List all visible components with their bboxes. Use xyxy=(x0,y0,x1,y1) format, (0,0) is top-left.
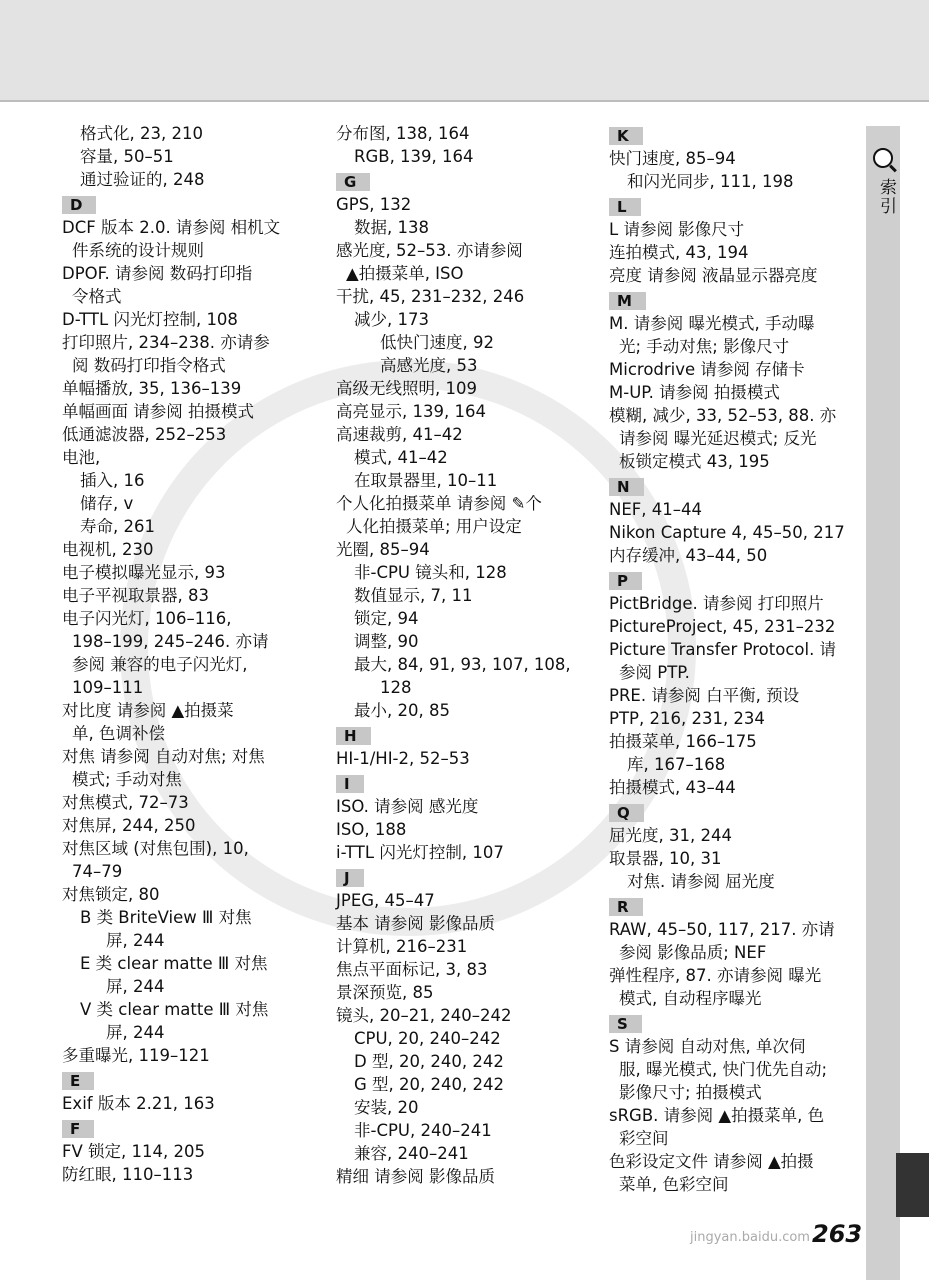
index-entry: S 请参阅 自动对焦, 单次伺 xyxy=(609,1037,806,1056)
index-entry: 取景器, 10, 31 xyxy=(609,849,722,868)
index-entry: 高速裁剪, 41–42 xyxy=(336,425,463,444)
index-entry: 景深预览, 85 xyxy=(336,983,434,1002)
index-entry: ISO, 188 xyxy=(336,820,407,839)
index-entry: Nikon Capture 4, 45–50, 217 xyxy=(609,523,845,542)
index-entry: 参阅 PTP. xyxy=(619,663,690,682)
index-entry: 寿命, 261 xyxy=(80,517,155,536)
letter-header: R xyxy=(609,898,643,916)
index-entry: 对焦区域 (对焦包围), 10, xyxy=(62,839,249,858)
index-entry: 光; 手动对焦; 影像尺寸 xyxy=(619,337,790,356)
index-entry: 电子平视取景器, 83 xyxy=(62,586,209,605)
index-entry: 对焦 请参阅 自动对焦; 对焦 xyxy=(62,747,265,766)
index-entry: L 请参阅 影像尺寸 xyxy=(609,220,745,239)
index-entry: 锁定, 94 xyxy=(354,609,419,628)
index-entry: DPOF. 请参阅 数码打印指 xyxy=(62,264,253,283)
index-entry: 令格式 xyxy=(72,287,122,306)
index-entry: 阅 数码打印指令格式 xyxy=(72,356,226,375)
page-number: 263 xyxy=(812,1220,863,1248)
index-entry: RAW, 45–50, 117, 217. 亦请 xyxy=(609,920,835,939)
index-entry: 减少, 173 xyxy=(354,310,429,329)
index-entry: GPS, 132 xyxy=(336,195,412,214)
index-entry: 人化拍摄菜单; 用户设定 xyxy=(346,517,522,536)
index-entry: 镜头, 20–21, 240–242 xyxy=(336,1006,512,1025)
index-entry: 对焦锁定, 80 xyxy=(62,885,160,904)
index-entry: 内存缓冲, 43–44, 50 xyxy=(609,546,768,565)
letter-header-wrap xyxy=(62,1115,312,1140)
letter-header: N xyxy=(609,478,644,496)
index-entry: 模式, 自动程序曝光 xyxy=(619,989,762,1008)
index-entry: 对焦屏, 244, 250 xyxy=(62,816,196,835)
index-entry: 拍摄模式, 43–44 xyxy=(609,778,736,797)
index-entry: 服, 曝光模式, 快门优先自动; xyxy=(619,1060,828,1079)
index-entry: 对焦. 请参阅 屈光度 xyxy=(627,872,775,891)
index-entry: 电视机, 230 xyxy=(62,540,154,559)
index-entry: 计算机, 216–231 xyxy=(336,937,468,956)
index-entry: 屈光度, 31, 244 xyxy=(609,826,732,845)
index-entry: 74–79 xyxy=(72,862,123,881)
index-entry: FV 锁定, 114, 205 xyxy=(62,1142,205,1161)
index-entry: G 型, 20, 240, 242 xyxy=(354,1075,504,1094)
index-entry: 焦点平面标记, 3, 83 xyxy=(336,960,488,979)
index-entry: 安装, 20 xyxy=(354,1098,419,1117)
letter-header: J xyxy=(336,869,364,887)
letter-header: M xyxy=(609,292,646,310)
index-entry: 拍摄菜单, 166–175 xyxy=(609,732,757,751)
index-entry: 单, 色调补偿 xyxy=(72,724,165,743)
index-column-3 xyxy=(609,122,859,1196)
index-entry: 储存, v xyxy=(80,494,134,513)
letter-header-wrap xyxy=(609,893,859,918)
index-entry: 亮度 请参阅 液晶显示器亮度 xyxy=(609,266,818,285)
index-entry: 件系统的设计规则 xyxy=(72,241,204,260)
index-entry: 干扰, 45, 231–232, 246 xyxy=(336,287,525,306)
index-entry: 弹性程序, 87. 亦请参阅 曝光 xyxy=(609,966,822,985)
index-entry: 兼容, 240–241 xyxy=(354,1144,469,1163)
index-entry: CPU, 20, 240–242 xyxy=(354,1029,501,1048)
index-entry: 格式化, 23, 210 xyxy=(80,124,203,143)
index-entry: D 型, 20, 240, 242 xyxy=(354,1052,504,1071)
index-entry: Picture Transfer Protocol. 请 xyxy=(609,640,837,659)
index-entry: 对焦模式, 72–73 xyxy=(62,793,189,812)
index-entry: JPEG, 45–47 xyxy=(336,891,435,910)
top-gray-band xyxy=(0,0,929,102)
index-entry: 在取景器里, 10–11 xyxy=(354,471,498,490)
index-entry: 屏, 244 xyxy=(106,977,165,996)
index-entry: 低快门速度, 92 xyxy=(380,333,494,352)
index-entry: 198–199, 245–246. 亦请 xyxy=(72,632,269,651)
index-entry: 电子闪光灯, 106–116, xyxy=(62,609,232,628)
letter-header: P xyxy=(609,572,642,590)
index-entry: D-TTL 闪光灯控制, 108 xyxy=(62,310,238,329)
index-entry: 快门速度, 85–94 xyxy=(609,149,736,168)
index-entry: 板锁定模式 43, 195 xyxy=(619,452,770,471)
index-entry: 光圈, 85–94 xyxy=(336,540,430,559)
letter-header: G xyxy=(336,173,370,191)
index-entry: 模式; 手动对焦 xyxy=(72,770,182,789)
index-entry: 和闪光同步, 111, 198 xyxy=(627,172,794,191)
letter-header-wrap xyxy=(62,1067,312,1092)
index-entry: 请参阅 曝光延迟模式; 反光 xyxy=(619,429,817,448)
index-column-1 xyxy=(62,122,312,1186)
index-entry: 感光度, 52–53. 亦请参阅 xyxy=(336,241,523,260)
letter-header-wrap xyxy=(62,191,312,216)
index-entry: 菜单, 色彩空间 xyxy=(619,1175,729,1194)
index-entry: B 类 BriteView Ⅲ 对焦 xyxy=(80,908,252,927)
index-entry: 数据, 138 xyxy=(354,218,429,237)
letter-header: S xyxy=(609,1015,642,1033)
index-entry: 参阅 影像品质; NEF xyxy=(619,943,767,962)
index-entry: 非-CPU, 240–241 xyxy=(354,1121,492,1140)
letter-header: I xyxy=(336,775,364,793)
letter-header: L xyxy=(609,198,641,216)
letter-header-wrap xyxy=(609,287,859,312)
index-entry: 打印照片, 234–238. 亦请参 xyxy=(62,333,270,352)
index-entry: 连拍模式, 43, 194 xyxy=(609,243,749,262)
index-side-tab xyxy=(866,126,900,1280)
letter-header-wrap xyxy=(609,799,859,824)
index-entry: 最大, 84, 91, 93, 107, 108, xyxy=(354,655,571,674)
letter-header-wrap xyxy=(336,770,591,795)
index-entry: 彩空间 xyxy=(619,1129,669,1148)
index-entry: 精细 请参阅 影像品质 xyxy=(336,1167,495,1186)
index-entry: PTP, 216, 231, 234 xyxy=(609,709,765,728)
index-entry: V 类 clear matte Ⅲ 对焦 xyxy=(80,1000,269,1019)
index-entry: 单幅画面 请参阅 拍摄模式 xyxy=(62,402,254,421)
index-entry: 数值显示, 7, 11 xyxy=(354,586,473,605)
index-entry: 电池, xyxy=(62,448,101,467)
letter-header: K xyxy=(609,127,643,145)
index-entry: 模式, 41–42 xyxy=(354,448,448,467)
index-entry: NEF, 41–44 xyxy=(609,500,702,519)
index-entry: M. 请参阅 曝光模式, 手动曝 xyxy=(609,314,815,333)
index-entry: 防红眼, 110–113 xyxy=(62,1165,194,1184)
index-entry: 色彩设定文件 请参阅 ▲拍摄 xyxy=(609,1152,814,1171)
magnifier-icon xyxy=(873,148,893,168)
index-entry: M-UP. 请参阅 拍摄模式 xyxy=(609,383,780,402)
letter-header: H xyxy=(336,727,371,745)
index-entry: 高级无线照明, 109 xyxy=(336,379,477,398)
index-entry: i-TTL 闪光灯控制, 107 xyxy=(336,843,504,862)
index-entry: 通过验证的, 248 xyxy=(80,170,205,189)
index-entry: 基本 请参阅 影像品质 xyxy=(336,914,495,933)
letter-header-wrap xyxy=(609,567,859,592)
index-entry: ▲拍摄菜单, ISO xyxy=(346,264,464,283)
index-entry: 高感光度, 53 xyxy=(380,356,478,375)
index-entry: 128 xyxy=(380,678,412,697)
index-entry: 容量, 50–51 xyxy=(80,147,174,166)
letter-header: F xyxy=(62,1120,94,1138)
index-entry: 109–111 xyxy=(72,678,144,697)
letter-header-wrap xyxy=(609,122,859,147)
letter-header-wrap xyxy=(336,168,591,193)
letter-header-wrap xyxy=(609,1010,859,1035)
index-entry: 库, 167–168 xyxy=(627,755,726,774)
index-entry: PictBridge. 请参阅 打印照片 xyxy=(609,594,824,613)
index-entry: 个人化拍摄菜单 请参阅 ✎个 xyxy=(336,494,542,513)
index-entry: PictureProject, 45, 231–232 xyxy=(609,617,836,636)
index-entry: HI-1/HI-2, 52–53 xyxy=(336,749,470,768)
index-entry: ISO. 请参阅 感光度 xyxy=(336,797,479,816)
index-entry: 模糊, 减少, 33, 52–53, 88. 亦 xyxy=(609,406,837,425)
index-entry: 调整, 90 xyxy=(354,632,419,651)
index-column-2 xyxy=(336,122,591,1188)
letter-header-wrap xyxy=(609,473,859,498)
side-tab-label: 索引 xyxy=(876,178,896,216)
letter-header-wrap xyxy=(609,193,859,218)
index-entry: 多重曝光, 119–121 xyxy=(62,1046,210,1065)
index-entry: 最小, 20, 85 xyxy=(354,701,450,720)
index-entry: sRGB. 请参阅 ▲拍摄菜单, 色 xyxy=(609,1106,825,1125)
index-entry: 低通滤波器, 252–253 xyxy=(62,425,227,444)
index-entry: Microdrive 请参阅 存储卡 xyxy=(609,360,805,379)
letter-header: E xyxy=(62,1072,94,1090)
side-dark-block xyxy=(896,1153,929,1217)
watermark-text: jingyan.baidu.com xyxy=(690,1230,810,1245)
index-entry: 屏, 244 xyxy=(106,931,165,950)
index-entry: 屏, 244 xyxy=(106,1023,165,1042)
index-entry: 电子模拟曝光显示, 93 xyxy=(62,563,226,582)
index-entry: 对比度 请参阅 ▲拍摄菜 xyxy=(62,701,234,720)
letter-header: D xyxy=(62,196,96,214)
index-entry: E 类 clear matte Ⅲ 对焦 xyxy=(80,954,268,973)
letter-header-wrap xyxy=(336,864,591,889)
index-entry: 高亮显示, 139, 164 xyxy=(336,402,486,421)
letter-header-wrap xyxy=(336,722,591,747)
index-entry: 参阅 兼容的电子闪光灯, xyxy=(72,655,248,674)
index-entry: 非-CPU 镜头和, 128 xyxy=(354,563,507,582)
index-entry: 影像尺寸; 拍摄模式 xyxy=(619,1083,762,1102)
index-entry: 插入, 16 xyxy=(80,471,145,490)
index-entry: 分布图, 138, 164 xyxy=(336,124,470,143)
index-entry: DCF 版本 2.0. 请参阅 相机文 xyxy=(62,218,281,237)
index-entry: PRE. 请参阅 白平衡, 预设 xyxy=(609,686,800,705)
letter-header: Q xyxy=(609,804,644,822)
index-entry: RGB, 139, 164 xyxy=(354,147,474,166)
index-entry: 单幅播放, 35, 136–139 xyxy=(62,379,242,398)
index-entry: Exif 版本 2.21, 163 xyxy=(62,1094,215,1113)
